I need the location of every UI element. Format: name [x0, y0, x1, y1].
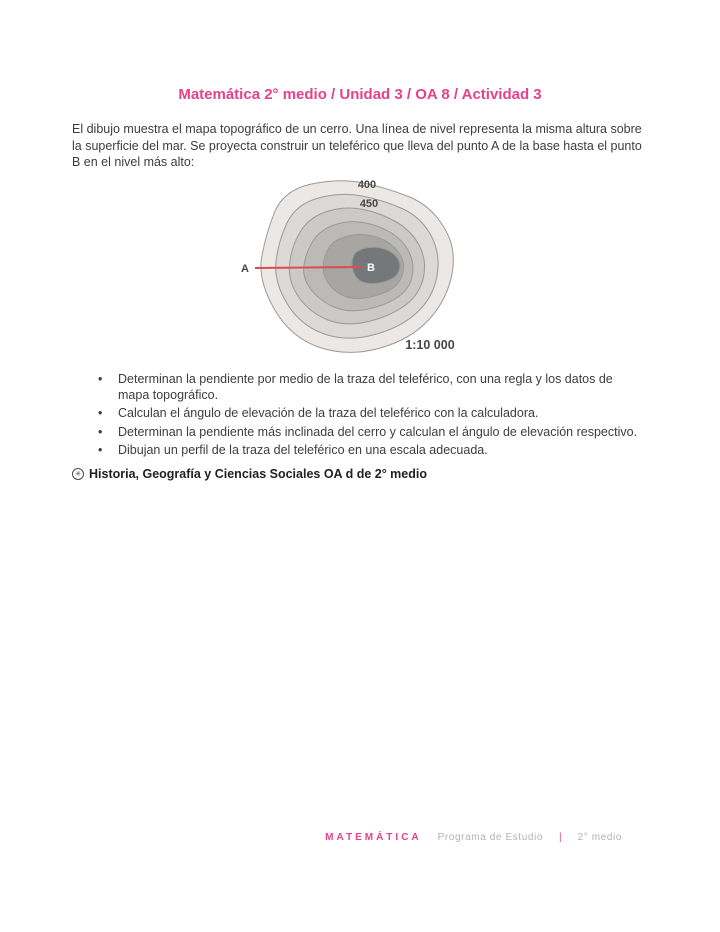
- footer-program: Programa de Estudio: [437, 832, 543, 843]
- contour-map-svg: [228, 170, 483, 365]
- footer-brand: MATEMÁTICA: [325, 832, 422, 843]
- intro-paragraph: El dibujo muestra el mapa topográfico de un cerro. Una línea de nivel representa la misma altura sobre la superficie del mar. Se proyecta construir un teleférico que lleva del punto A de la base hasta el punto B en el nivel más alto:: [72, 122, 642, 169]
- crossref-icon: ✳: [72, 468, 84, 480]
- contour-ring: [352, 247, 400, 283]
- topographic-map: [228, 170, 483, 365]
- route-line: [255, 267, 362, 268]
- activity-item: • Calculan el ángulo de elevación de la traza del teleférico con la calculadora.: [96, 406, 640, 422]
- activity-item: • Dibujan un perfil de la traza del teleférico en una escala adecuada.: [96, 443, 640, 459]
- activity-list: [96, 372, 640, 462]
- page-title: Matemática 2° medio / Unidad 3 / OA 8 / Actividad 3: [178, 86, 542, 103]
- contour-label-400: 400: [357, 179, 377, 191]
- activity-item: • Determinan la pendiente por medio de la traza del teleférico, con una regla y los datos de mapa topográfico.: [96, 372, 640, 403]
- activity-item: • Determinan la pendiente más inclinada del cerro y calculan el ángulo de elevación respectivo.: [96, 425, 640, 441]
- point-b-label: B: [367, 262, 375, 274]
- map-scale-label: 1:10 000: [405, 338, 455, 352]
- footer: [325, 832, 622, 843]
- crossref-text: Historia, Geografía y Ciencias Sociales OA d de 2° medio: [89, 467, 427, 481]
- footer-level: 2° medio: [577, 832, 622, 843]
- point-a-label: A: [241, 263, 249, 275]
- contour-label-450: 450: [359, 198, 379, 210]
- crossref-note: [72, 467, 427, 481]
- footer-separator: |: [559, 832, 562, 843]
